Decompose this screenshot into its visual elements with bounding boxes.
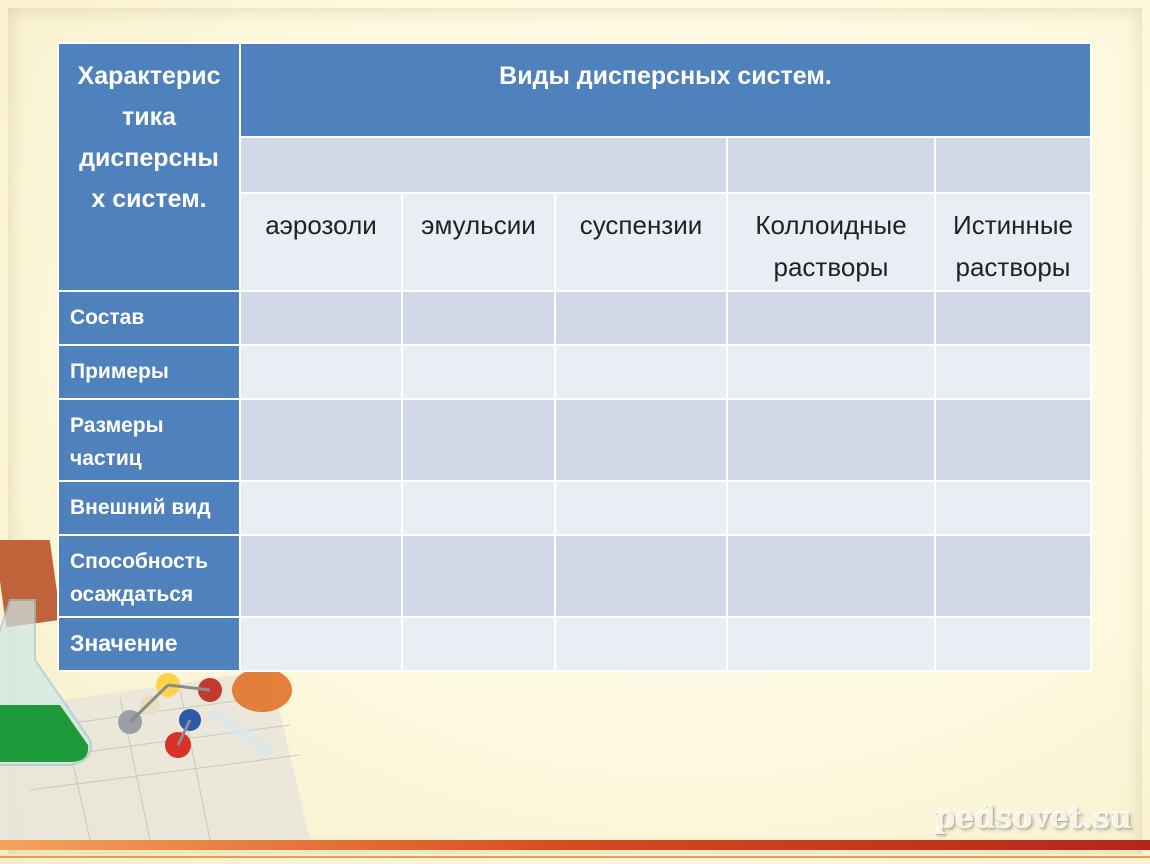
table-cell	[556, 400, 726, 480]
corner-header-line: Характерис	[77, 62, 221, 90]
table-cell	[241, 536, 401, 616]
table-cell	[241, 618, 401, 670]
table-cell	[936, 482, 1090, 534]
table-cell	[936, 618, 1090, 670]
row-label-appearance	[59, 482, 239, 534]
row-label-composition	[59, 292, 239, 344]
column-header-colloidal-solutions	[728, 194, 934, 290]
column-header-emulsions	[403, 194, 554, 290]
table-cell	[556, 536, 726, 616]
site-watermark: pedsovet.su	[934, 801, 1132, 836]
row-label-significance	[59, 618, 239, 670]
table-cell	[403, 536, 554, 616]
column-header-line: аэрозоли	[265, 210, 377, 240]
dispersion-systems-table	[57, 42, 1092, 672]
table-cell	[556, 346, 726, 398]
table-cell	[936, 292, 1090, 344]
empty-subheader-cell	[728, 138, 934, 192]
row-label-particle-size	[59, 400, 239, 480]
table-cell	[556, 292, 726, 344]
bottom-accent-bar	[0, 840, 1150, 850]
table-cell	[936, 400, 1090, 480]
column-header-line: Истинные	[953, 210, 1073, 240]
row-label-line: Значение	[70, 630, 178, 656]
bottom-accent-line	[0, 856, 1150, 858]
column-header-line: растворы	[773, 252, 889, 282]
table-cell	[403, 618, 554, 670]
table-cell	[556, 618, 726, 670]
corner-header-line: дисперсны	[79, 144, 219, 172]
row-label-line: Примеры	[70, 360, 169, 383]
row-label-line: Размеры	[70, 414, 164, 437]
table-cell	[728, 618, 934, 670]
table-cell	[728, 346, 934, 398]
table-cell	[403, 346, 554, 398]
corner-header	[59, 44, 239, 290]
table-cell	[728, 536, 934, 616]
table-cell	[403, 400, 554, 480]
table-cell	[241, 400, 401, 480]
column-header-line: растворы	[955, 252, 1071, 282]
table-cell	[728, 292, 934, 344]
table-cell	[403, 482, 554, 534]
corner-header-line: х систем.	[91, 185, 207, 213]
corner-header-line: тика	[121, 103, 177, 131]
table-cell	[241, 292, 401, 344]
table-cell	[728, 482, 934, 534]
row-label-line: осаждаться	[70, 583, 194, 606]
column-header-line: эмульсии	[421, 210, 536, 240]
column-header-aerosols	[241, 194, 401, 290]
table-cell	[936, 536, 1090, 616]
empty-subheader-cell	[241, 138, 726, 192]
table-cell	[241, 482, 401, 534]
row-label-line: Способность	[70, 550, 208, 573]
table-cell	[241, 346, 401, 398]
column-header-suspensions	[556, 194, 726, 290]
table-cell	[556, 482, 726, 534]
column-header-line: суспензии	[579, 210, 703, 240]
table-cell	[936, 346, 1090, 398]
table-title: Виды дисперсных систем.	[241, 44, 1090, 136]
row-label-sedimentation	[59, 536, 239, 616]
row-label-line: Состав	[70, 306, 145, 329]
row-label-examples	[59, 346, 239, 398]
column-header-true-solutions	[936, 194, 1090, 290]
row-label-line: частиц	[70, 447, 142, 470]
column-header-line: Коллоидные	[755, 210, 907, 240]
empty-subheader-cell	[936, 138, 1090, 192]
table-cell	[728, 400, 934, 480]
row-label-line: Внешний вид	[70, 496, 211, 519]
table-cell	[403, 292, 554, 344]
